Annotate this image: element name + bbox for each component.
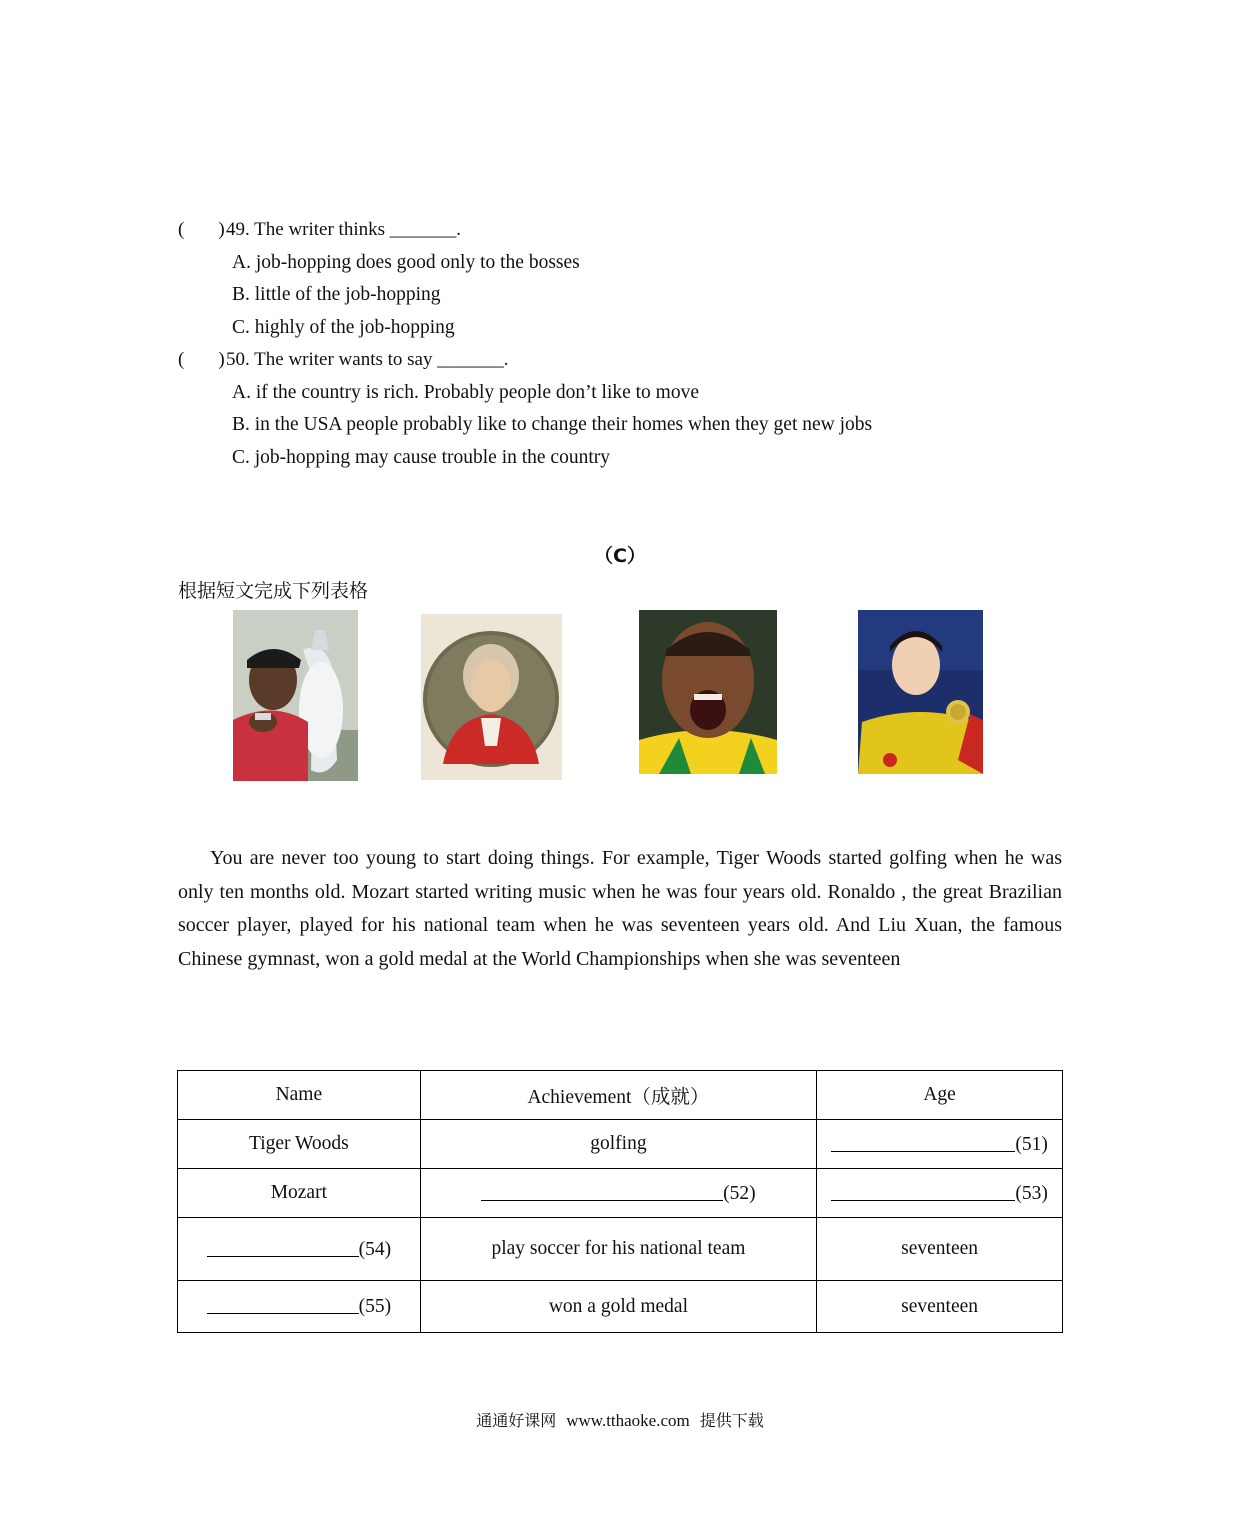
option-50-a: A. if the country is rich. Probably people don’t like to move bbox=[232, 382, 700, 403]
reading-passage bbox=[178, 842, 1062, 976]
section-instruction: 根据短文完成下列表格 bbox=[178, 580, 369, 602]
footer-url[interactable]: www.tthaoke.com bbox=[566, 1411, 690, 1430]
header-achievement: Achievement（成就） bbox=[420, 1071, 816, 1120]
cell-age-blank[interactable]: (51) bbox=[817, 1120, 1063, 1169]
table-row bbox=[178, 1218, 1063, 1281]
cell-age-blank[interactable]: (53) bbox=[817, 1169, 1063, 1218]
option-49-a: A. job-hopping does good only to the bosses bbox=[232, 252, 580, 273]
option-49-c: C. highly of the job-hopping bbox=[232, 317, 455, 338]
cell-achievement: golfing bbox=[420, 1120, 816, 1169]
footer-site-name: 通通好课网 bbox=[476, 1411, 557, 1430]
question-50 bbox=[178, 348, 509, 372]
option-49-b: B. little of the job-hopping bbox=[232, 284, 441, 305]
cell-name: Mozart bbox=[178, 1169, 421, 1218]
soccer-player-photo bbox=[639, 610, 777, 774]
portrait-photo bbox=[421, 614, 562, 780]
option-50-c: C. job-hopping may cause trouble in the country bbox=[232, 447, 611, 468]
table-row bbox=[178, 1120, 1063, 1169]
page-footer bbox=[0, 1408, 1240, 1431]
gymnast-photo bbox=[858, 610, 983, 774]
cell-age: seventeen bbox=[817, 1218, 1063, 1281]
footer-note: 提供下载 bbox=[699, 1411, 764, 1430]
answer-blank[interactable] bbox=[831, 1133, 1015, 1152]
question-stem: 49. The writer thinks _______. bbox=[226, 219, 462, 240]
option-50-b: B. in the USA people probably like to change their homes when they get new jobs bbox=[232, 414, 873, 435]
table-row bbox=[178, 1281, 1063, 1333]
cell-age: seventeen bbox=[817, 1281, 1063, 1333]
golfer-photo bbox=[233, 610, 358, 781]
header-age: Age bbox=[817, 1071, 1063, 1120]
section-title: （C） bbox=[594, 545, 646, 567]
cell-achievement: play soccer for his national team bbox=[420, 1218, 816, 1281]
cell-name: Tiger Woods bbox=[178, 1120, 421, 1169]
cell-achievement: won a gold medal bbox=[420, 1281, 816, 1333]
cell-name-blank[interactable]: (54) bbox=[178, 1218, 421, 1281]
answer-blank[interactable] bbox=[207, 1295, 359, 1314]
completion-table bbox=[177, 1070, 1063, 1333]
cell-achievement-blank[interactable]: (52) bbox=[420, 1169, 816, 1218]
table-header-row bbox=[178, 1071, 1063, 1120]
cell-name-blank[interactable]: (55) bbox=[178, 1281, 421, 1333]
answer-paren[interactable]: ( ) bbox=[178, 349, 225, 370]
answer-blank[interactable] bbox=[481, 1182, 723, 1201]
answer-paren[interactable]: ( ) bbox=[178, 219, 225, 240]
answer-blank[interactable] bbox=[207, 1238, 359, 1257]
table-row bbox=[178, 1169, 1063, 1218]
question-stem: 50. The writer wants to say _______. bbox=[226, 349, 509, 370]
passage-text: You are never too young to start doing things. For example, Tiger Woods started golfing when he was only ten months old. Mozart started writing music when he was four years old. Ronaldo , the great Brazilian soccer player, played for his national team when he was seventeen years old. And Liu Xuan, the famous Chinese gymnast, won a gold medal at the World Championships when she was seventeen bbox=[178, 847, 1062, 970]
header-name: Name bbox=[178, 1071, 421, 1120]
question-49 bbox=[178, 218, 461, 242]
answer-blank[interactable] bbox=[831, 1182, 1015, 1201]
